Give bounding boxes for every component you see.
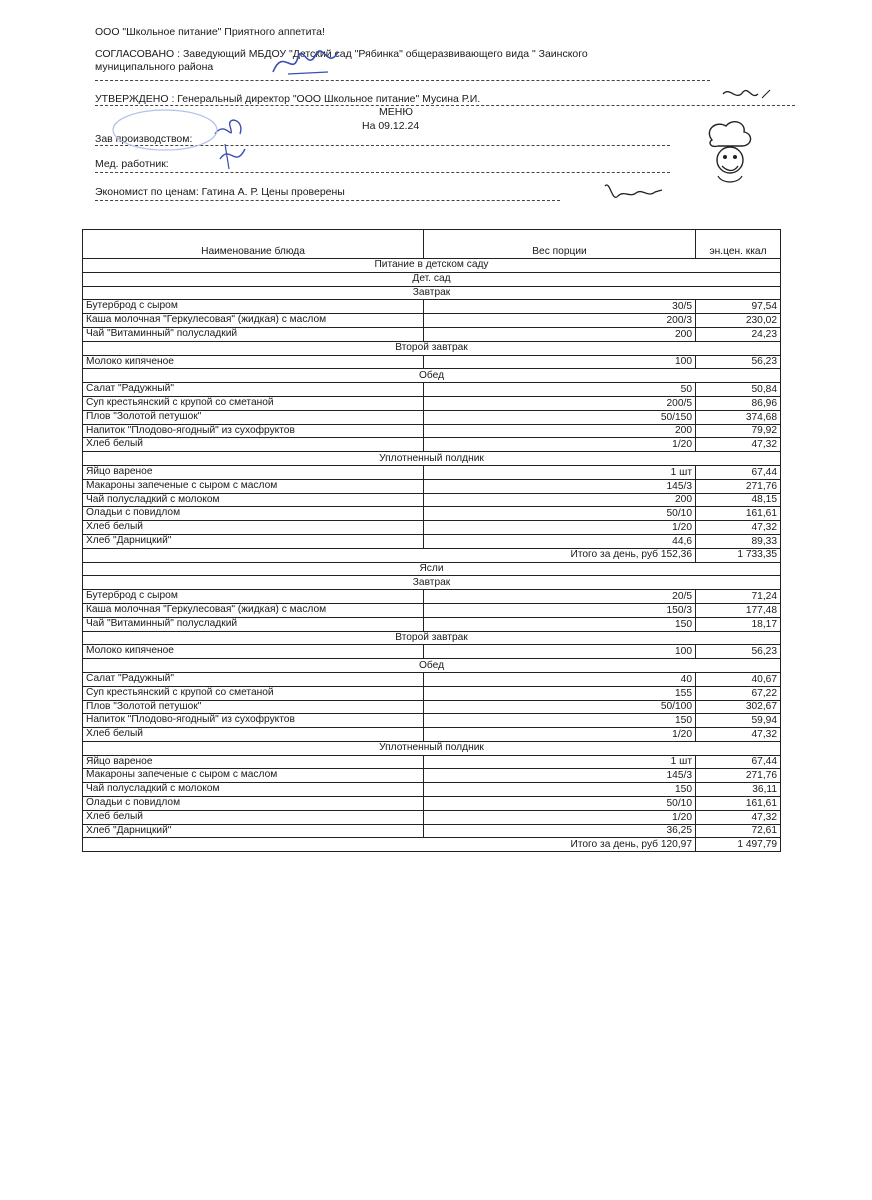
table-row [83, 824, 781, 838]
total-label: Итого за день, руб 152,36 [83, 548, 696, 562]
dish-weight: 200/5 [424, 396, 696, 410]
dish-name: Бутерброд с сыром [83, 300, 424, 314]
table-row [83, 314, 781, 328]
menu-table [82, 229, 781, 852]
handwritten-signature-economist [600, 178, 670, 208]
section-row [83, 286, 781, 300]
dish-name: Хлеб белый [83, 438, 424, 452]
dish-name: Чай полусладкий с молоком [83, 783, 424, 797]
section-title: Дет. сад [83, 272, 781, 286]
agreed-line: СОГЛАСОВАНО : Заведующий МБДОУ "Детский сад "Рябинка" общеразвивающего вида " Заинского [95, 48, 588, 60]
dish-name: Суп крестьянский с крупой со сметаной [83, 686, 424, 700]
table-row [83, 769, 781, 783]
table-row [83, 521, 781, 535]
dish-weight: 200 [424, 327, 696, 341]
dish-name: Хлеб белый [83, 810, 424, 824]
dish-energy: 18,17 [696, 617, 781, 631]
total-energy: 1 497,79 [696, 838, 781, 852]
dish-energy: 67,22 [696, 686, 781, 700]
dish-weight: 1/20 [424, 810, 696, 824]
dish-energy: 50,84 [696, 383, 781, 397]
dish-name: Салат "Радужный" [83, 672, 424, 686]
total-row [83, 838, 781, 852]
table-row [83, 797, 781, 811]
table-row [83, 383, 781, 397]
dish-energy: 230,02 [696, 314, 781, 328]
table-header-row [83, 230, 781, 259]
menu-date: На 09.12.24 [362, 120, 420, 132]
section-row [83, 741, 781, 755]
dish-energy: 47,32 [696, 810, 781, 824]
table-row [83, 714, 781, 728]
table-row [83, 493, 781, 507]
handwritten-signature-approved [718, 82, 778, 112]
dish-energy: 40,67 [696, 672, 781, 686]
table-row [83, 327, 781, 341]
dish-weight: 50/100 [424, 700, 696, 714]
dish-weight: 44,6 [424, 534, 696, 548]
dish-weight: 150/3 [424, 603, 696, 617]
table-row [83, 686, 781, 700]
faded-stamp-mark [110, 105, 220, 155]
dish-energy: 86,96 [696, 396, 781, 410]
section-title: Завтрак [83, 286, 781, 300]
dish-name: Чай полусладкий с молоком [83, 493, 424, 507]
dish-energy: 79,92 [696, 424, 781, 438]
handwritten-signature-agreed [268, 42, 348, 82]
dish-energy: 48,15 [696, 493, 781, 507]
dish-weight: 1/20 [424, 521, 696, 535]
table-row [83, 465, 781, 479]
table-row [83, 438, 781, 452]
section-row [83, 369, 781, 383]
dish-weight: 1/20 [424, 728, 696, 742]
table-row [83, 300, 781, 314]
section-title: Второй завтрак [83, 341, 781, 355]
dish-weight: 100 [424, 645, 696, 659]
table-row [83, 783, 781, 797]
dish-weight: 1 шт [424, 755, 696, 769]
dish-weight: 145/3 [424, 479, 696, 493]
table-row [83, 617, 781, 631]
medic-label: Мед. работник: [95, 158, 169, 170]
dish-energy: 89,33 [696, 534, 781, 548]
dish-energy: 161,61 [696, 507, 781, 521]
dish-name: Плов "Золотой петушок" [83, 410, 424, 424]
dish-energy: 71,24 [696, 590, 781, 604]
dish-name: Каша молочная "Геркулесовая" (жидкая) с маслом [83, 603, 424, 617]
table-row [83, 728, 781, 742]
dish-weight: 150 [424, 714, 696, 728]
dish-name: Яйцо вареное [83, 755, 424, 769]
production-manager-label: Зав производством: [95, 133, 193, 145]
organization-line: ООО "Школьное питание" Приятного аппетита! [95, 26, 325, 38]
dish-weight: 50/150 [424, 410, 696, 424]
dish-energy: 374,68 [696, 410, 781, 424]
section-row [83, 562, 781, 576]
section-title: Обед [83, 369, 781, 383]
dish-weight: 100 [424, 355, 696, 369]
dish-name: Чай "Витаминный" полусладкий [83, 327, 424, 341]
total-label: Итого за день, руб 120,97 [83, 838, 696, 852]
section-title: Уплотненный полдник [83, 452, 781, 466]
dish-name: Салат "Радужный" [83, 383, 424, 397]
dish-name: Молоко кипяченое [83, 645, 424, 659]
section-title: Завтрак [83, 576, 781, 590]
dish-energy: 177,48 [696, 603, 781, 617]
section-row [83, 576, 781, 590]
section-title: Уплотненный полдник [83, 741, 781, 755]
dish-name: Оладьи с повидлом [83, 797, 424, 811]
dish-weight: 155 [424, 686, 696, 700]
dish-energy: 47,32 [696, 521, 781, 535]
menu-title: МЕНЮ [379, 106, 413, 118]
dish-energy: 47,32 [696, 728, 781, 742]
dish-energy: 97,54 [696, 300, 781, 314]
section-row [83, 341, 781, 355]
dish-name: Макароны запеченые с сыром с маслом [83, 769, 424, 783]
section-row [83, 659, 781, 673]
table-row [83, 410, 781, 424]
section-row [83, 452, 781, 466]
dish-weight: 150 [424, 617, 696, 631]
dish-energy: 47,32 [696, 438, 781, 452]
section-title: Питание в детском саду [83, 259, 781, 273]
dish-name: Молоко кипяченое [83, 355, 424, 369]
dish-weight: 20/5 [424, 590, 696, 604]
table-row [83, 479, 781, 493]
column-header-dish: Наименование блюда [83, 230, 424, 259]
table-row [83, 645, 781, 659]
section-title: Ясли [83, 562, 781, 576]
signature-dotted-line [95, 172, 670, 173]
section-title: Второй завтрак [83, 631, 781, 645]
dish-name: Оладьи с повидлом [83, 507, 424, 521]
table-row [83, 700, 781, 714]
table-row [83, 590, 781, 604]
dish-weight: 50/10 [424, 507, 696, 521]
dish-weight: 145/3 [424, 769, 696, 783]
dish-energy: 56,23 [696, 355, 781, 369]
dish-name: Хлеб "Дарницкий" [83, 824, 424, 838]
dish-energy: 24,23 [696, 327, 781, 341]
dish-weight: 200 [424, 493, 696, 507]
dish-energy: 161,61 [696, 797, 781, 811]
dish-name: Плов "Золотой петушок" [83, 700, 424, 714]
dish-energy: 271,76 [696, 479, 781, 493]
signature-dotted-line [95, 200, 560, 201]
dish-name: Хлеб белый [83, 521, 424, 535]
dish-name: Суп крестьянский с крупой со сметаной [83, 396, 424, 410]
dish-name: Напиток "Плодово-ягодный" из сухофруктов [83, 424, 424, 438]
agreed-line-continued: муниципального района [95, 61, 214, 73]
column-header-weight: Вес порции [424, 230, 696, 259]
dish-energy: 271,76 [696, 769, 781, 783]
table-row [83, 810, 781, 824]
table-row [83, 534, 781, 548]
dish-weight: 200/3 [424, 314, 696, 328]
table-row [83, 396, 781, 410]
dish-name: Хлеб "Дарницкий" [83, 534, 424, 548]
total-row [83, 548, 781, 562]
table-row [83, 424, 781, 438]
table-row [83, 755, 781, 769]
dish-name: Каша молочная "Геркулесовая" (жидкая) с маслом [83, 314, 424, 328]
dish-weight: 40 [424, 672, 696, 686]
column-header-energy: эн.цен. ккал [696, 230, 781, 259]
dish-energy: 72,61 [696, 824, 781, 838]
dish-weight: 36,25 [424, 824, 696, 838]
dish-weight: 1/20 [424, 438, 696, 452]
total-energy: 1 733,35 [696, 548, 781, 562]
dish-weight: 50 [424, 383, 696, 397]
dish-energy: 302,67 [696, 700, 781, 714]
dish-energy: 36,11 [696, 783, 781, 797]
dish-name: Напиток "Плодово-ягодный" из сухофруктов [83, 714, 424, 728]
section-title: Обед [83, 659, 781, 673]
dish-name: Яйцо вареное [83, 465, 424, 479]
dish-weight: 30/5 [424, 300, 696, 314]
dish-energy: 56,23 [696, 645, 781, 659]
dish-name: Бутерброд с сыром [83, 590, 424, 604]
section-row [83, 259, 781, 273]
dish-weight: 1 шт [424, 465, 696, 479]
dish-energy: 67,44 [696, 755, 781, 769]
dish-energy: 67,44 [696, 465, 781, 479]
signature-dotted-line [95, 80, 710, 81]
chef-icon [700, 118, 760, 188]
dish-weight: 50/10 [424, 797, 696, 811]
approved-line: УТВЕРЖДЕНО : Генеральный директор "ООО Школьное питание" Мусина Р.И. [95, 93, 481, 105]
dish-weight: 200 [424, 424, 696, 438]
table-row [83, 603, 781, 617]
table-row [83, 355, 781, 369]
dish-weight: 150 [424, 783, 696, 797]
section-row [83, 631, 781, 645]
table-row [83, 672, 781, 686]
dish-name: Чай "Витаминный" полусладкий [83, 617, 424, 631]
dish-name: Хлеб белый [83, 728, 424, 742]
dish-name: Макароны запеченые с сыром с маслом [83, 479, 424, 493]
economist-line: Экономист по ценам: Гатина А. Р. Цены проверены [95, 186, 345, 198]
section-row [83, 272, 781, 286]
dish-energy: 59,94 [696, 714, 781, 728]
table-row [83, 507, 781, 521]
